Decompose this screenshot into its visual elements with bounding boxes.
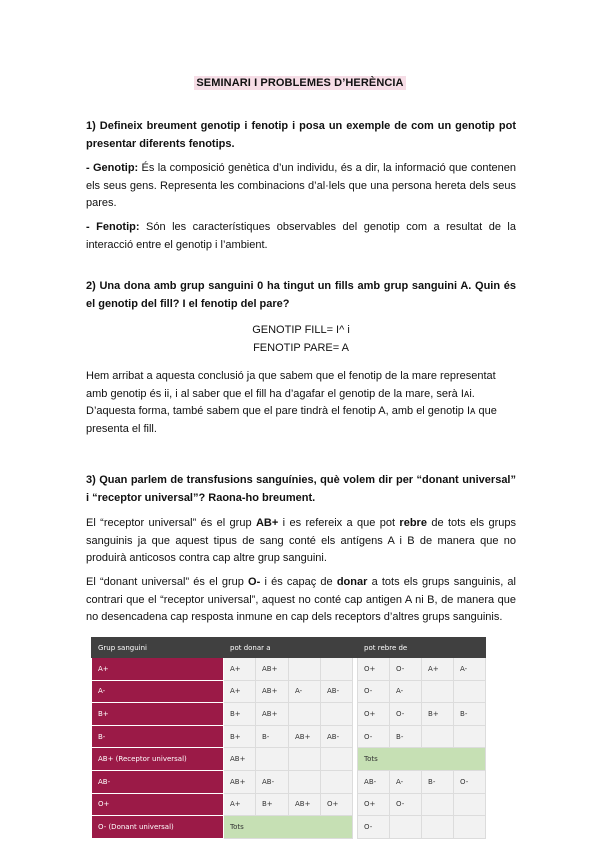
- donate-cell: B-: [256, 725, 289, 748]
- donate-cell: AB+: [224, 748, 256, 771]
- question-2: 2) Una dona amb grup sanguini 0 ha tingut un fills amb grup sanguini A. Quin és el genotip del fill? I el fenotip del pare?: [86, 280, 516, 310]
- text-run: de tots els grups sanguinis ja que aquest tipus de sang conté els antígens A i B de manera que no produirà anticosos contra cap altre grup sanguini.: [86, 517, 517, 564]
- receive-cell: O-: [358, 816, 390, 839]
- fenotip-text: Són les característiques observables del genotip com a resultat de la interacció entre el genotip i l’ambient.: [86, 221, 516, 251]
- receive-cell: A-: [454, 658, 486, 681]
- blood-compatibility-table: [91, 637, 486, 839]
- receive-cell: O-: [358, 725, 390, 748]
- ab-plus-group: AB+: [255, 517, 279, 529]
- receive-cell: O-: [454, 770, 486, 793]
- table-row: [92, 725, 486, 748]
- donate-cell: AB-: [256, 770, 289, 793]
- donate-cell: AB+: [289, 725, 321, 748]
- donate-cell: AB-: [321, 725, 353, 748]
- donate-cell: AB+: [256, 658, 289, 681]
- table-row: [92, 680, 486, 703]
- text-run: i es refereix a que pot: [278, 517, 400, 529]
- fenotip-definition: [86, 219, 516, 254]
- donate-cell: [256, 748, 289, 771]
- receive-cell: B-: [422, 770, 454, 793]
- group-cell: A+: [92, 658, 224, 681]
- donate-cell: AB-: [321, 680, 353, 703]
- document-title: SEMINARI I PROBLEMES D’HERÈNCIA: [196, 77, 404, 89]
- receive-cell: O-: [390, 658, 422, 681]
- table-row: [92, 770, 486, 793]
- text-run: a tots els grups sanguinis, al contrari que el “receptor universal”, aquest no conté cap antigen A ni B, de manera que no desencadena cap resposta inmune en cap dels receptors d’altres grups sanguinis.: [86, 576, 516, 623]
- receive-cell: [454, 725, 486, 748]
- donate-all-cell: Tots: [224, 816, 353, 839]
- donate-cell: [321, 658, 353, 681]
- receive-cell: A-: [390, 680, 422, 703]
- receive-cell: B-: [454, 703, 486, 726]
- table-header-row: [92, 638, 486, 658]
- donate-cell: A+: [224, 680, 256, 703]
- donate-cell: B+: [224, 725, 256, 748]
- header-grup-sanguini: Grup sanguini: [92, 638, 224, 658]
- genotip-definition: [86, 160, 516, 213]
- donate-cell: A-: [289, 680, 321, 703]
- receive-cell: AB-: [358, 770, 390, 793]
- fenotip-pare-line: FENOTIP PARE= A: [253, 341, 349, 354]
- receive-cell: O+: [358, 793, 390, 816]
- donate-cell: [321, 748, 353, 771]
- donate-cell: [289, 658, 321, 681]
- receive-cell: [454, 816, 486, 839]
- text-run: El “receptor universal” és el grup: [86, 517, 256, 529]
- table-row: [92, 658, 486, 681]
- table-row: [92, 816, 486, 839]
- group-cell: B-: [92, 725, 224, 748]
- receive-cell: A-: [390, 770, 422, 793]
- donate-cell: [289, 703, 321, 726]
- donate-cell: [321, 770, 353, 793]
- rebre-word: rebre: [399, 517, 427, 529]
- donate-cell: AB+: [289, 793, 321, 816]
- receive-cell: O+: [358, 703, 390, 726]
- fenotip-term: - Fenotip:: [86, 221, 140, 233]
- group-cell: O- (Donant universal): [92, 816, 224, 839]
- receive-cell: [454, 680, 486, 703]
- group-cell: A-: [92, 680, 224, 703]
- header-pot-rebre: pot rebre de: [358, 638, 486, 658]
- receive-cell: [422, 793, 454, 816]
- donate-cell: O+: [321, 793, 353, 816]
- answer-2-text: Hem arribat a aquesta conclusió ja que sabem que el fenotip de la mare representat amb genotip és ii, i al saber que el fill ha d’agafar el genotip de la mare, serà Iᴀi. D’aquesta forma, també sabem que el pare tindrà el fenotip A, amb el genotip Iᴀ que presenta el fill.: [86, 370, 497, 435]
- group-cell: B+: [92, 703, 224, 726]
- question-1: 1) Defineix breument genotip i fenotip i posa un exemple de com un genotip pot presentar diferents fenotips.: [86, 120, 516, 150]
- donate-cell: A+: [224, 793, 256, 816]
- genotip-term: - Genotip:: [86, 162, 139, 174]
- donate-cell: AB+: [224, 770, 256, 793]
- o-minus-group: O-: [248, 576, 261, 588]
- receive-cell: [454, 793, 486, 816]
- receive-cell: A+: [422, 658, 454, 681]
- receive-cell: O-: [358, 680, 390, 703]
- donate-cell: AB+: [256, 703, 289, 726]
- answer-2-formulas: [86, 322, 516, 357]
- text-run: El “donant universal” és el grup: [86, 576, 249, 588]
- donar-word: donar: [336, 576, 368, 588]
- document-title-wrap: [0, 73, 600, 91]
- genotip-text: És la composició genètica d’un individu, és a dir, la informació que contenen els seus gens. Representa les combinacions d’al·lels que una persona hereta dels seus pares.: [86, 162, 516, 209]
- receive-cell: O-: [390, 793, 422, 816]
- group-cell: AB-: [92, 770, 224, 793]
- receptor-universal-paragraph: [86, 515, 516, 568]
- receive-cell: [422, 816, 454, 839]
- donate-cell: AB+: [256, 680, 289, 703]
- receive-cell: O-: [390, 703, 422, 726]
- receive-cell: O+: [358, 658, 390, 681]
- table-row: [92, 703, 486, 726]
- table-row: [92, 793, 486, 816]
- genotip-fill-line: GENOTIP FILL= I^ i: [252, 324, 350, 336]
- donant-universal-paragraph: [86, 574, 516, 627]
- receive-cell: [422, 725, 454, 748]
- receive-cell: [390, 816, 422, 839]
- donate-cell: [289, 748, 321, 771]
- group-cell: AB+ (Receptor universal): [92, 748, 224, 771]
- donate-cell: B+: [224, 703, 256, 726]
- receive-all-cell: Tots: [358, 748, 486, 771]
- donate-cell: [289, 770, 321, 793]
- text-run: i és capaç de: [260, 576, 337, 588]
- receive-cell: B+: [422, 703, 454, 726]
- header-pot-donar: pot donar a: [224, 638, 353, 658]
- question-3: 3) Quan parlem de transfusions sanguínies, què volem dir per “donant universal” i “receptor universal”? Raona-ho breument.: [86, 474, 516, 504]
- donate-cell: B+: [256, 793, 289, 816]
- receive-cell: [422, 680, 454, 703]
- donate-cell: [321, 703, 353, 726]
- group-cell: O+: [92, 793, 224, 816]
- receive-cell: B-: [390, 725, 422, 748]
- table-row: [92, 748, 486, 771]
- donate-cell: A+: [224, 658, 256, 681]
